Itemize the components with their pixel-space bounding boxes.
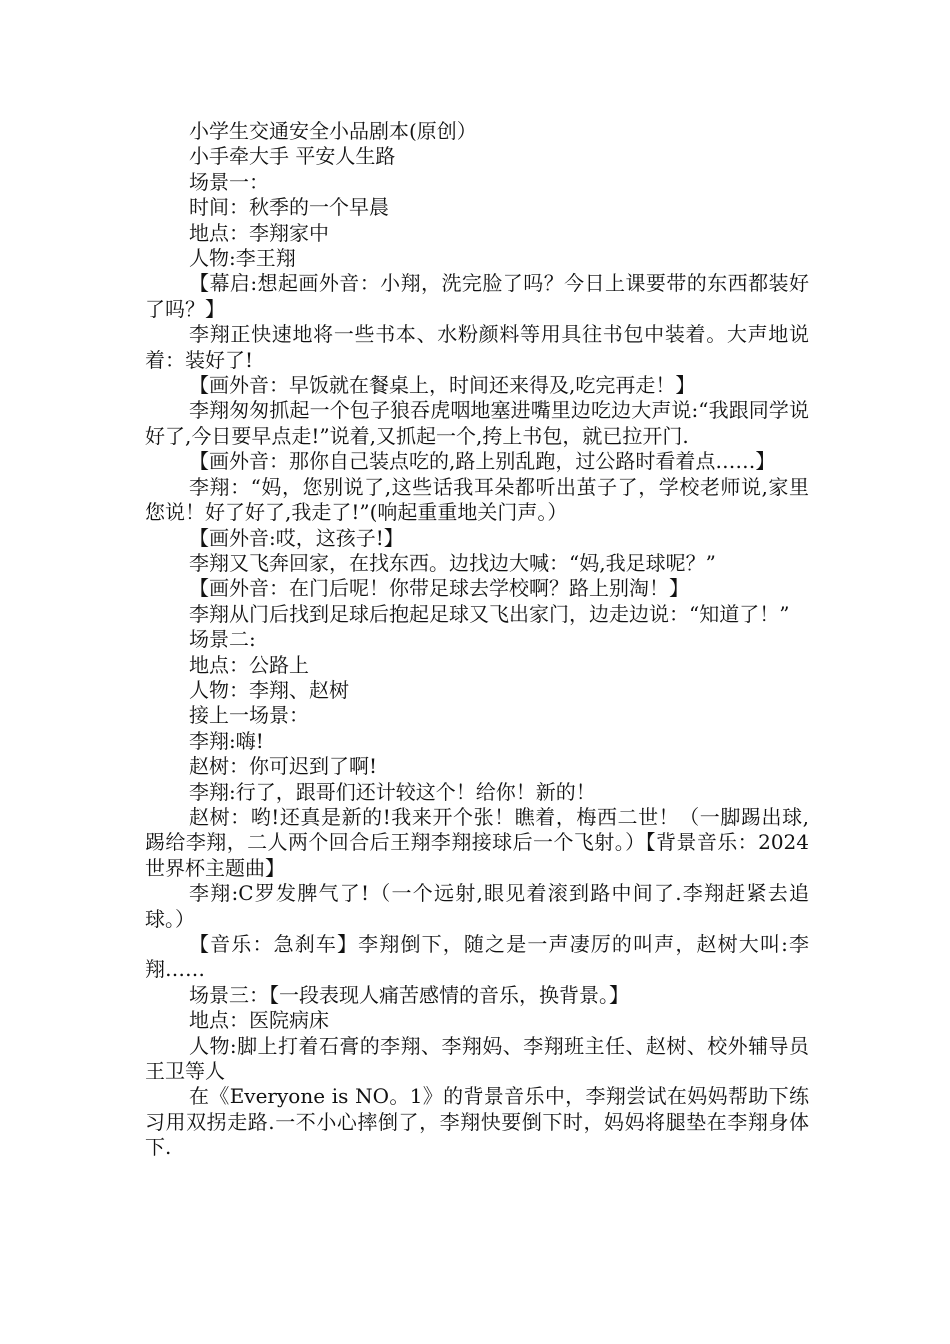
scene-heading-2: 场景二: [189, 627, 256, 652]
document-subtitle: 小手牵大手 平安人生路 [189, 144, 396, 169]
dialogue-line: 李翔:嗨! [189, 728, 264, 753]
scene-location: 地点：李翔家中 [189, 220, 329, 245]
voiceover-line: 【画外音：早饭就在餐桌上，时间还来得及,吃完再走！】 [189, 373, 696, 398]
scene-location: 地点：医院病床 [189, 1008, 329, 1033]
narration-paragraph: 李翔从门后找到足球后抱起足球又飞出家门，边走边说：“知道了！” [189, 601, 790, 626]
scene-characters: 人物:李王翔 [189, 246, 296, 271]
stage-direction: 【音乐：急刹车】李翔倒下，随之是一声凄厉的叫声，赵树大叫:李翔…… [145, 932, 809, 982]
scene-heading-1: 场景一： [189, 169, 269, 194]
narration-paragraph: 李翔又飞奔回家，在找东西。边找边大喊：“妈,我足球呢？” [189, 550, 716, 575]
script-body [145, 119, 809, 1161]
narration-paragraph: 李翔正快速地将一些书本、水粉颜料等用具往书包中装着。大声地说着：装好了! [145, 322, 809, 372]
dialogue-line: 李翔:行了，跟哥们还计较这个！给你！新的！ [189, 779, 596, 804]
scene-characters: 人物:脚上打着石膏的李翔、李翔妈、李翔班主任、赵树、校外辅导员王卫等人 [145, 1033, 809, 1084]
dialogue-line: 李翔：“妈，您别说了,这些话我耳朵都听出茧子了，学校老师说,家里您说！好了好了,我走了!”(响起重重地关门声。） [145, 474, 809, 525]
voiceover-line: 【画外音：在门后呢！你带足球去学校啊？路上别淘！】 [189, 576, 689, 601]
document-title: 小学生交通安全小品剧本(原创） [189, 119, 477, 143]
dialogue-line: 赵树：哟!还真是新的!我来开个张！瞧着，梅西二世！（一脚踢出球,踢给李翔，二人两个回合后王翔李翔接球后一个飞射。）【背景音乐：2024世界杯主题曲】 [145, 804, 809, 880]
scene-location: 地点：公路上 [189, 652, 309, 677]
scene-characters: 人物：李翔、赵树 [189, 677, 349, 702]
scene-time: 时间：秋季的一个早晨 [189, 195, 389, 220]
scene-heading-3: 场景三：【一段表现人痛苦感情的音乐，换背景。】 [189, 982, 629, 1007]
narration-paragraph: 在《Everyone is NO。1》的背景音乐中，李翔尝试在妈妈帮助下练习用双拐走路.一不小心摔倒了，李翔快要倒下时，妈妈将腿垫在李翔身体下. [145, 1084, 809, 1160]
stage-direction: 接上一场景： [189, 703, 309, 728]
dialogue-line: 李翔:C罗发脾气了!（一个远射,眼见着滚到路中间了.李翔赶紧去追球。） [145, 881, 809, 931]
narration-paragraph: 李翔匆匆抓起一个包子狼吞虎咽地塞进嘴里边吃边大声说:“我跟同学说好了,今日要早点走!”说着,又抓起一个,挎上书包，就已拉开门. [145, 398, 809, 448]
voiceover-line: 【画外音:哎，这孩子!】 [189, 525, 404, 550]
dialogue-line: 赵树：你可迟到了啊! [189, 754, 378, 779]
voiceover-line: 【画外音：那你自己装点吃的,路上别乱跑，过公路时看着点……】 [189, 449, 776, 474]
stage-direction: 【幕启:想起画外音：小翔，洗完脸了吗？今日上课要带的东西都装好了吗？】 [145, 271, 809, 321]
